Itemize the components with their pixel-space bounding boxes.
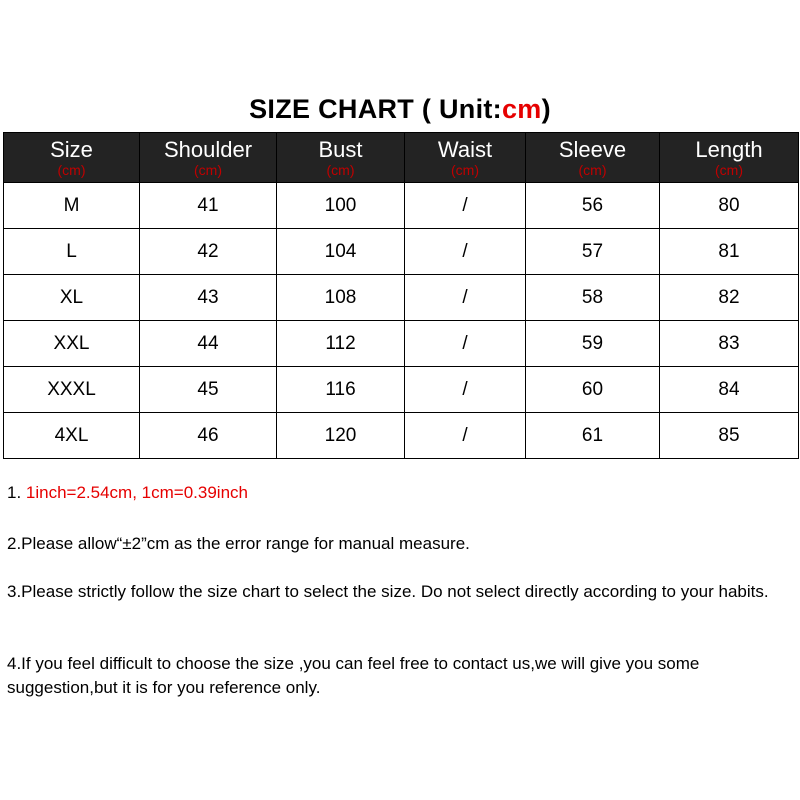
cell-shoulder: 44 [140, 321, 277, 367]
column-header-sleeve [526, 133, 660, 183]
note-2: 2.Please allow“±2”cm as the error range for manual measure. [7, 534, 470, 553]
cell-length: 84 [660, 367, 799, 413]
cell-length: 80 [660, 183, 799, 229]
cell-sleeve: 56 [526, 183, 660, 229]
cell-sleeve: 58 [526, 275, 660, 321]
table-row [4, 321, 799, 367]
column-header-bust [277, 133, 405, 183]
cell-sleeve: 57 [526, 229, 660, 275]
cell-waist: / [405, 229, 526, 275]
cell-bust: 120 [277, 413, 405, 459]
table-row [4, 275, 799, 321]
column-name: Sleeve [558, 137, 627, 162]
cell-sleeve: 59 [526, 321, 660, 367]
cell-sleeve: 60 [526, 367, 660, 413]
column-unit: (cm) [57, 162, 86, 178]
cell-shoulder: 46 [140, 413, 277, 459]
column-header-length [660, 133, 799, 183]
cell-bust: 104 [277, 229, 405, 275]
column-name: Length [695, 137, 763, 162]
column-unit: (cm) [326, 162, 355, 178]
cell-waist: / [405, 275, 526, 321]
table-row [4, 367, 799, 413]
cell-waist: / [405, 321, 526, 367]
column-name: Bust [318, 137, 363, 162]
table-row [4, 413, 799, 459]
cell-length: 82 [660, 275, 799, 321]
cell-bust: 116 [277, 367, 405, 413]
column-unit: (cm) [451, 162, 479, 178]
cell-bust: 108 [277, 275, 405, 321]
cell-length: 83 [660, 321, 799, 367]
note-3: 3.Please strictly follow the size chart to select the size. Do not select directly according to your habits. [7, 582, 769, 601]
column-name: Shoulder [163, 137, 253, 162]
table-row [4, 229, 799, 275]
cell-size: 4XL [4, 413, 140, 459]
cell-sleeve: 61 [526, 413, 660, 459]
column-name: Waist [437, 137, 493, 162]
cell-waist: / [405, 367, 526, 413]
cell-size: L [4, 229, 140, 275]
cell-length: 85 [660, 413, 799, 459]
column-header-size [4, 133, 140, 183]
cell-bust: 112 [277, 321, 405, 367]
cell-size: XXL [4, 321, 140, 367]
size-chart-table [3, 132, 799, 459]
note-1-conversion: 1inch=2.54cm, 1cm=0.39inch [25, 483, 248, 502]
page-title [0, 94, 800, 125]
cell-size: XXXL [4, 367, 140, 413]
note-4: 4.If you feel difficult to choose the size ,you can feel free to contact us,we will give you some suggestion,but it is for you reference only. [7, 654, 700, 697]
title-suffix: ) [541, 94, 551, 124]
column-name: Size [50, 137, 93, 162]
note-1-prefix: 1. [7, 483, 26, 502]
cell-length: 81 [660, 229, 799, 275]
cell-bust: 100 [277, 183, 405, 229]
cell-shoulder: 42 [140, 229, 277, 275]
cell-size: M [4, 183, 140, 229]
column-unit: (cm) [194, 162, 222, 178]
title-unit: cm [501, 94, 542, 124]
column-unit: (cm) [578, 162, 607, 178]
cell-shoulder: 43 [140, 275, 277, 321]
column-header-shoulder [140, 133, 277, 183]
cell-size: XL [4, 275, 140, 321]
note-1 [7, 481, 797, 505]
cell-waist: / [405, 183, 526, 229]
cell-shoulder: 41 [140, 183, 277, 229]
column-unit: (cm) [715, 162, 743, 178]
cell-shoulder: 45 [140, 367, 277, 413]
title-prefix: SIZE CHART ( Unit: [249, 94, 502, 124]
column-header-waist [405, 133, 526, 183]
cell-waist: / [405, 413, 526, 459]
table-header-row [4, 133, 799, 183]
table-row [4, 183, 799, 229]
